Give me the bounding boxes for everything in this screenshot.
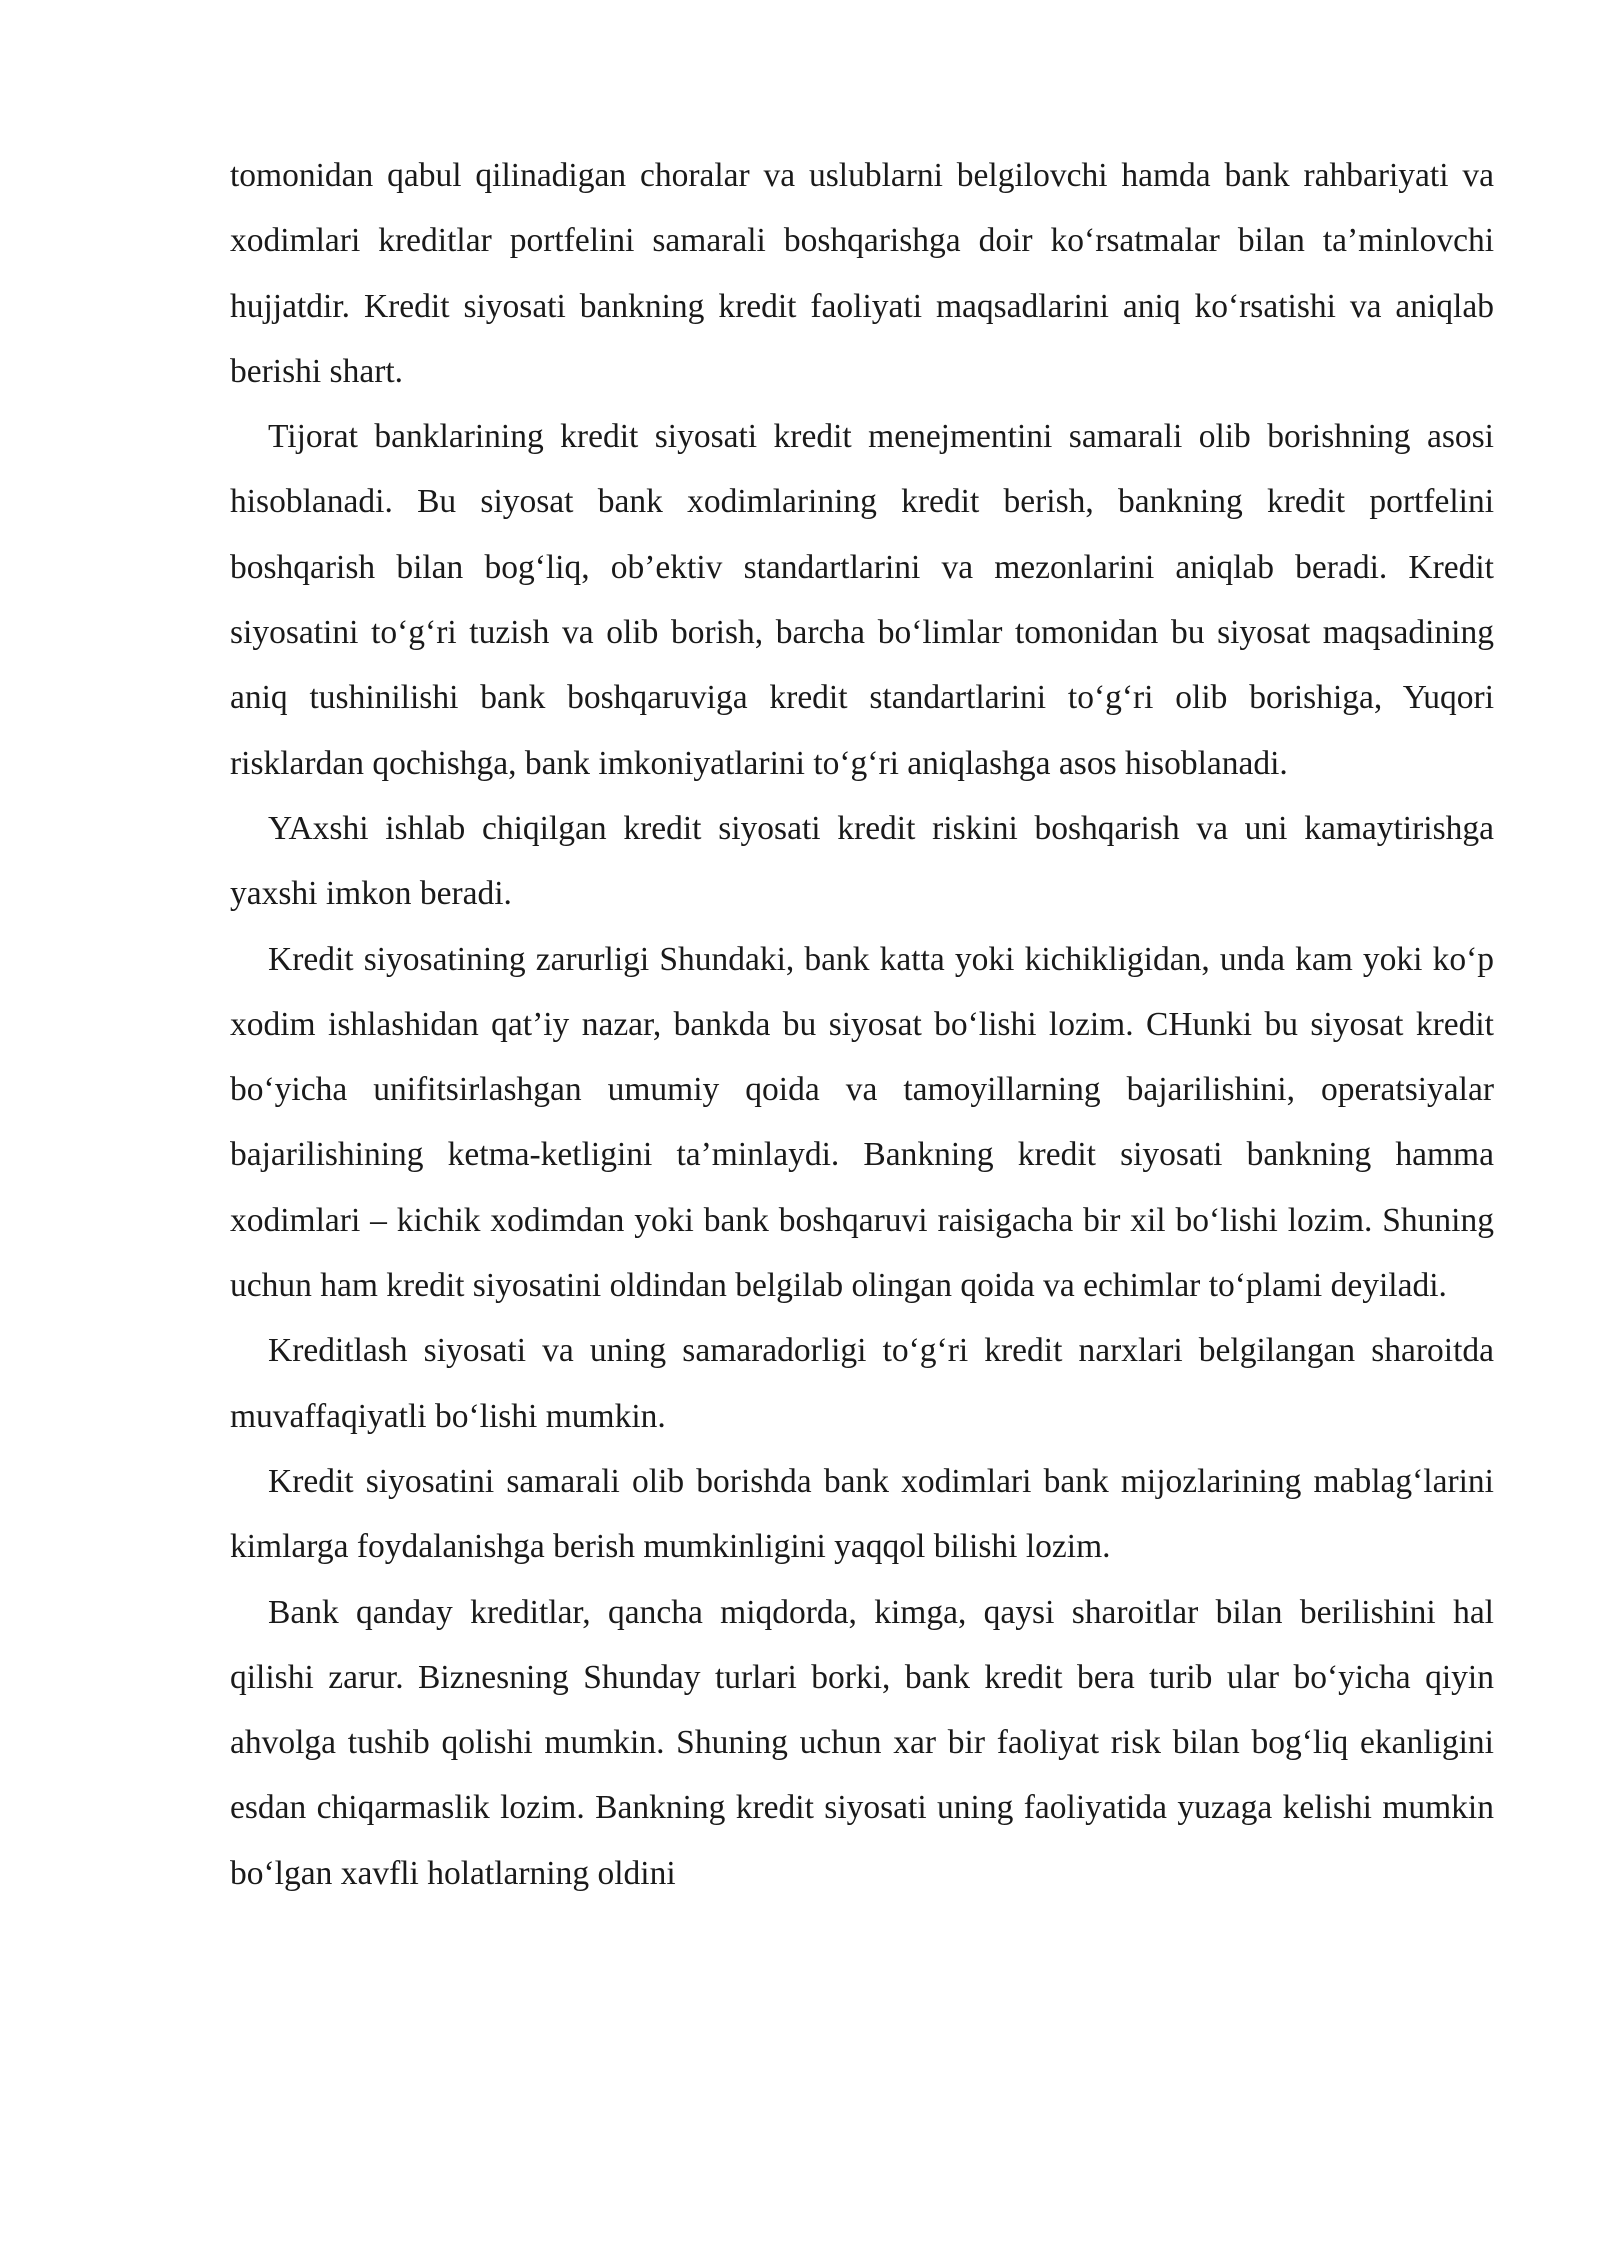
paragraph-2: Tijorat banklarining kredit siyosati kredit menejmentini samarali olib borishning asosi hisoblanadi. Bu siyosat bank xodimlarining kredit berish, bankning kredit portfelini boshqarish bilan bog‘liq, ob’ektiv standartlarini va mezonlarini aniqlab beradi. Kredit siyosatini to‘g‘ri tuzish va olib borish, barcha bo‘limlar tomonidan bu siyosat maqsadining aniq tushinilishi bank boshqaruviga kredit standartlarini to‘g‘ri olib borishiga, Yuqori risklardan qochishga, bank imkoniyatlarini to‘g‘ri aniqlashga asos hisoblanadi. xyxy=(230,418,1494,782)
paragraph-3: YAxshi ishlab chiqilgan kredit siyosati kredit riskini boshqarish va uni kamaytirishga yaxshi imkon beradi. xyxy=(230,809,1494,913)
paragraph-4: Kredit siyosatining zarurligi Shundaki, bank katta yoki kichikligidan, unda kam yoki ko‘p xodim ishlashidan qat’iy nazar, bankda bu siyosat bo‘lishi lozim. CHunki bu siyosat kredit bo‘yicha unifitsirlashgan umumiy qoida va tamoyillarning bajarilishini, operatsiyalar bajarilishining ketma-ketligini ta’minlaydi. Bankning kredit siyosati bankning hamma xodimlari – kichik xodimdan yoki bank boshqaruvi raisigacha bir xil bo‘lishi lozim. Shuning uchun ham kredit siyosatini oldindan belgilab olingan qoida va echimlar to‘plami deyiladi. xyxy=(230,940,1494,1305)
document-page xyxy=(230,143,1494,1906)
paragraph-7: Bank qanday kreditlar, qancha miqdorda, kimga, qaysi sharoitlar bilan berilishini hal qilishi zarur. Biznesning Shunday turlari borki, bank kredit bera turib ular bo‘yicha qiyin ahvolga tushib qolishi mumkin. Shuning uchun xar bir faoliyat risk bilan bog‘liq ekanligini esdan chiqarmaslik lozim. Bankning kredit siyosati uning faoliyatida yuzaga kelishi mumkin bo‘lgan xavfli holatlarning oldini xyxy=(230,1593,1494,1892)
paragraph-5: Kreditlash siyosati va uning samaradorligi to‘g‘ri kredit narxlari belgilangan sharoitda muvaffaqiyatli bo‘lishi mumkin. xyxy=(230,1332,1494,1435)
paragraph-1: tomonidan qabul qilinadigan choralar va uslublarni belgilovchi hamda bank rahbariyati va xodimlari kreditlar portfelini samarali boshqarishga doir ko‘rsatmalar bilan ta’minlovchi hujjatdir. Kredit siyosati bankning kredit faoliyati maqsadlarini aniq ko‘rsatishi va aniqlab berishi shart. xyxy=(230,157,1494,390)
paragraph-6: Kredit siyosatini samarali olib borishda bank xodimlari bank mijozlarining mablag‘larini kimlarga foydalanishga berish mumkinligini yaqqol bilishi lozim. xyxy=(230,1462,1494,1566)
